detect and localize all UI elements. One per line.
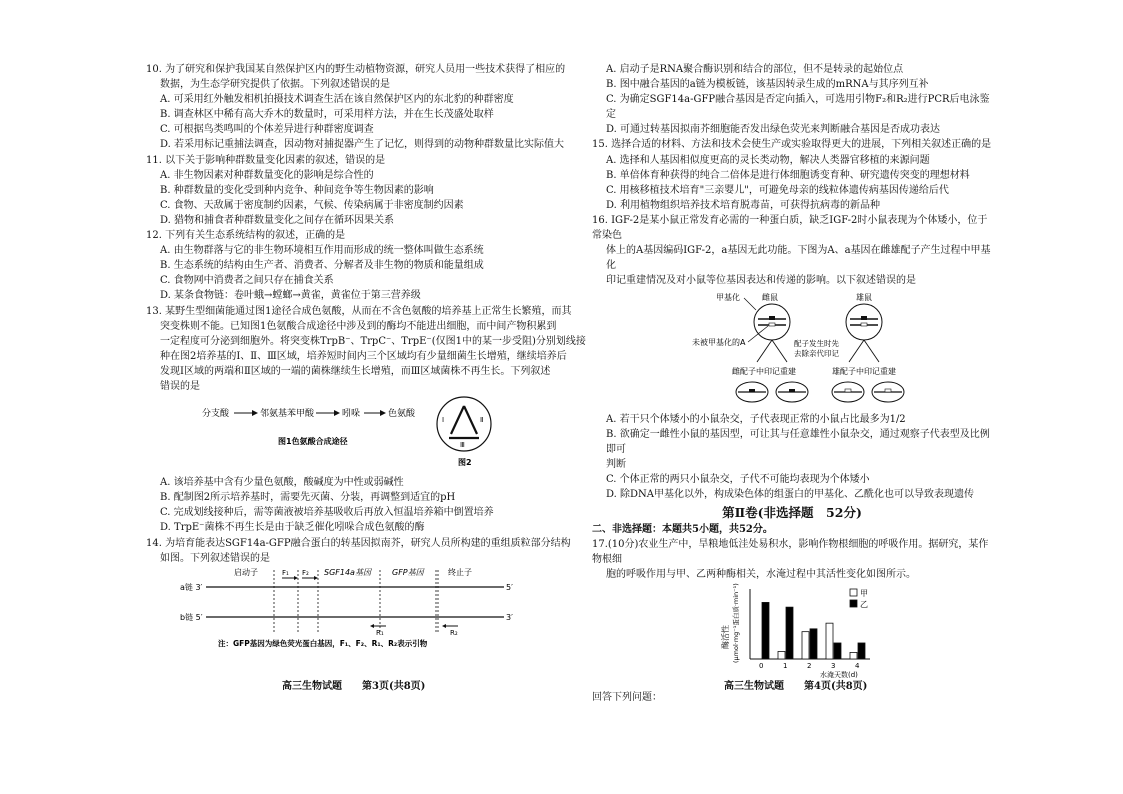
q10-stem-2: 数据，为生态学研究提供了依据。下列叙述错误的是: [160, 79, 390, 91]
bar-yi-0: [762, 602, 769, 659]
enzyme-activity-chart: [592, 583, 992, 679]
zone-label-2: Ⅱ: [480, 416, 484, 425]
q16-option-b-1: B. 欲确定一雌性小鼠的基因型，可让其与任意雄性小鼠杂交，通过观察子代表型及比例即可: [606, 428, 990, 455]
gamete-note-1: 配子发生时先: [794, 339, 839, 349]
q11-option-b: B. 种群数量的变化受到种内竞争、种间竞争等生物因素的影响: [160, 184, 434, 196]
bar-yi-4: [858, 643, 865, 659]
right-page: [592, 62, 992, 705]
q13-line-4: 种在图2培养基的Ⅰ、Ⅱ、Ⅲ区域，培养短时间内三个区域均有少量细菌生长增殖，继续培养后: [160, 350, 567, 362]
path-step-1: 分支酸: [202, 409, 230, 420]
segment-sgf14a: SGF14a基因: [324, 567, 371, 577]
legend-swatch-yi: [850, 600, 857, 607]
female-mouse-label: 雌鼠: [762, 293, 778, 303]
egg-label: 雌配子中印记重建: [732, 367, 796, 377]
segment-gfp: GFP基因: [392, 567, 424, 577]
q16-option-a: A. 若干只个体矮小的小鼠杂交，子代表现正常的小鼠占比最多为1/2: [606, 413, 906, 425]
q16-imprinting-diagram: [592, 288, 992, 406]
q13-option-a: A. 该培养基中含有少量色氨酸，酸碱度为中性或弱碱性: [160, 477, 404, 489]
bar-yi-3: [834, 643, 841, 659]
q15-option-c: C. 用核移植技术培育"三亲婴儿"，可避免母亲的线粒体遗传病基因传递给后代: [606, 184, 949, 196]
q16-line-1: 16. IGF-2是某小鼠正常发育必需的一种蛋白质，缺乏IGF-2时小鼠表现为个体矮小，位于常染色: [592, 214, 988, 242]
q15-option-d: D. 利用植物组织培养技术培育脱毒苗，可获得抗病毒的新品种: [606, 199, 881, 211]
q12-option-a: A. 由生物群落与它的非生物环境相互作用而形成的统一整体叫做生态系统: [160, 245, 484, 257]
q13-figures: [146, 394, 586, 470]
unmethylated-label: 未被甲基化的A: [692, 338, 746, 348]
a-chain-end: 5′: [506, 582, 513, 592]
q10-option-d: D. 若采用标记重捕法调查，因动物对捕捉器产生了记忆，则得到的动物种群数量比实际值大: [160, 139, 565, 151]
q14-option-c: C. 为确定SGF14a-GFP融合基因是否定向插入，可选用引物F₂和R₂进行PCR后电泳鉴定: [606, 94, 990, 121]
q16-line-2: 体上的A基因编码IGF-2，a基因无此功能。下图为A、a基因在雌雄配子产生过程中甲基化: [606, 245, 991, 272]
q13-line-3: 一定程度可分泌到细胞外。将突变株TrpB⁻、TrpC⁻、TrpE⁻(仅图1中的某一步受阻)分别划线接: [160, 335, 586, 347]
bar-jia-1: [778, 651, 785, 659]
q13-line-6: 错误的是: [160, 380, 200, 392]
a-chain-label: a链 3′: [180, 582, 203, 592]
left-page: [146, 62, 586, 653]
path-step-2: 邻氨基苯甲酸: [260, 409, 315, 420]
q14-line-1: 14. 为培育能表达SGF14a-GFP融合蛋白的转基因拟南芥，研究人员所构建的重组质粒部分结构: [146, 537, 571, 549]
bar-yi-1: [786, 607, 793, 659]
q14-option-a: A. 启动子是RNA聚合酶识别和结合的部位，但不是转录的起始位点: [606, 64, 904, 75]
fig1-caption: 图1色氨酸合成途径: [278, 437, 348, 447]
bar-yi-2: [810, 628, 817, 658]
segment-f2: F₂: [302, 568, 309, 577]
q15-option-a: A. 选择和人基因相似度更高的灵长类动物，解决人类器官移植的来源问题: [606, 154, 930, 166]
segment-terminator: 终止子: [448, 567, 472, 577]
q16-option-d: D. 除DNA甲基化以外，构成染色体的组蛋白的甲基化、乙酰化也可以导致表现遗传: [606, 488, 975, 500]
y-axis-label: 酶活性: [721, 624, 730, 649]
legend-swatch-jia: [850, 589, 857, 596]
q16-line-3: 印记重建情况及对小鼠等位基因表达和传递的影响。以下叙述错误的是: [606, 275, 916, 287]
q12-stem: 12. 下列有关生态系统结构的叙述，正确的是: [146, 230, 346, 242]
q14-plasmid-diagram: [146, 566, 586, 648]
b-chain-label: b链 5′: [180, 612, 203, 622]
q11-option-a: A. 非生物因素对种群数量变化的影响是综合性的: [160, 169, 374, 181]
section-title: 第Ⅱ卷(非选择题 52分): [722, 505, 862, 521]
q13-option-d: D. TrpE⁻菌株不再生长是由于缺乏催化吲哚合成色氨酸的酶: [160, 522, 425, 534]
q13-line-1: 13. 某野生型细菌能通过图1途径合成色氨酸，从而在不含色氨酸的培养基上正常生长繁殖，而其: [146, 305, 572, 317]
q14-line-2: 如图。下列叙述错误的是: [160, 552, 270, 564]
y-axis-unit: (μmol·mg⁻¹蛋白质·min⁻¹): [732, 582, 740, 663]
q10-option-b: B. 调查林区中稀有高大乔木的数量时，可采用样方法，并在生长茂盛处取样: [160, 109, 494, 121]
q17-line-1: 17.(10分)农业生产中，旱粮地低洼处易积水，影响作物根细胞的呼吸作用。据研究，某作物根细: [592, 539, 989, 566]
x-tick-label: 3: [831, 661, 836, 670]
part-two-heading: 二、非选择题：本题共5小题，共52分。: [592, 524, 773, 536]
q14-option-b: B. 图中融合基因的a链为模板链，该基因转录生成的mRNA与其序列互补: [606, 79, 929, 91]
male-cell: [846, 304, 882, 340]
gamete-note-2: 去除亲代印记: [794, 349, 839, 359]
bar-jia-3: [826, 623, 833, 659]
q13-option-b: B. 配制图2所示培养基时，需要先灭菌、分装，再调整到适宜的pH: [160, 492, 456, 504]
bar-jia-2: [802, 631, 809, 658]
b-chain-end: 3′: [506, 612, 513, 622]
male-mouse-label: 雄鼠: [856, 293, 872, 303]
q13-option-c: C. 完成划线接种后，需等菌液被培养基吸收后再放入恒温培养箱中倒置培养: [160, 507, 494, 519]
x-tick-label: 0: [759, 661, 764, 670]
q12-option-c: C. 食物网中消费者之间只存在捕食关系: [160, 275, 334, 287]
q16-option-b-2: 判断: [606, 458, 626, 470]
q10-option-a: A. 可采用红外触发相机拍摄技术调查生活在该自然保护区内的东北豹的种群密度: [160, 94, 514, 106]
zone-label-1: Ⅰ: [442, 416, 445, 425]
segment-promoter: 启动子: [234, 567, 258, 577]
bar-jia-4: [850, 652, 857, 659]
q11-option-d: D. 猎物和捕食者种群数量变化之间存在循环因果关系: [160, 214, 395, 226]
path-step-3: 吲哚: [342, 409, 361, 420]
legend-label-jia: 甲: [860, 588, 868, 598]
legend-label-yi: 乙: [860, 599, 868, 609]
q13-line-2: 突变株则不能。已知图1色氨酸合成途径中涉及到的酶均不能进出细胞，而中间产物积累到: [160, 320, 557, 332]
q10-option-c: C. 可根据鸟类鸣叫的个体差异进行种群密度调查: [160, 124, 374, 136]
x-tick-label: 2: [807, 661, 812, 670]
path-step-4: 色氨酸: [388, 409, 416, 420]
q15-stem: 15. 选择合适的材料、方法和技术会使生产或实验取得更大的进展，下列相关叙述正确的是: [592, 139, 992, 151]
female-cell: [754, 304, 790, 340]
q14-option-d: D. 可通过转基因拟南芥细胞能否发出绿色荧光来判断融合基因是否成功表达: [606, 124, 941, 136]
right-footer: 高三生物试题 第4页(共8页): [724, 681, 868, 692]
primer-r1: R₁: [376, 628, 384, 637]
q11-option-c: C. 食物、天敌属于密度制约因素，气候、传染病属于非密度制约因素: [160, 199, 464, 211]
q11-stem: 11. 以下关于影响种群数量变化因素的叙述，错误的是: [146, 154, 386, 166]
x-tick-label: 4: [855, 661, 860, 670]
q15-option-b: B. 单倍体育种获得的纯合二倍体是进行体细胞诱变育种、研究遗传突变的理想材料: [606, 169, 970, 181]
q14-note: 注：GFP基因为绿色荧光蛋白基因，F₁、F₂、R₁、R₂表示引物: [218, 638, 428, 648]
q17-line-2: 胞的呼吸作用与甲、乙两种酶相关，水淹过程中其活性变化如图所示。: [606, 569, 916, 581]
primer-r2: R₂: [450, 628, 458, 637]
x-axis-label: 水淹天数(d): [820, 670, 858, 679]
q12-option-b: B. 生态系统的结构由生产者、消费者、分解者及非生物的物质和能量组成: [160, 260, 484, 272]
q13-line-5: 发现Ⅰ区域的两端和Ⅱ区域的一端的菌株继续生长增殖，而Ⅲ区域菌株不再生长。下列叙述: [160, 365, 551, 377]
q10-stem-1: 10. 为了研究和保护我国某自然保护区内的野生动植物资源，研究人员用一些技术获得了相应的: [146, 64, 566, 75]
sperm-label: 雄配子中印记重建: [832, 367, 896, 377]
q12-option-d: D. 某条食物链：卷叶蛾→螳螂→黄雀，黄雀位于第三营养级: [160, 290, 421, 302]
left-footer: 高三生物试题 第3页(共8页): [282, 681, 426, 692]
segment-f1: F₁: [282, 568, 289, 577]
x-tick-label: 1: [783, 661, 788, 670]
fig2-caption: 图2: [458, 458, 472, 468]
q16-option-c: C. 个体正常的两只小鼠杂交，子代不可能均表现为个体矮小: [606, 473, 870, 485]
zone-label-3: Ⅲ: [460, 441, 465, 450]
methyl-label: 甲基化: [716, 293, 740, 303]
q17-answer-prompt: 回答下列问题：: [592, 691, 662, 703]
